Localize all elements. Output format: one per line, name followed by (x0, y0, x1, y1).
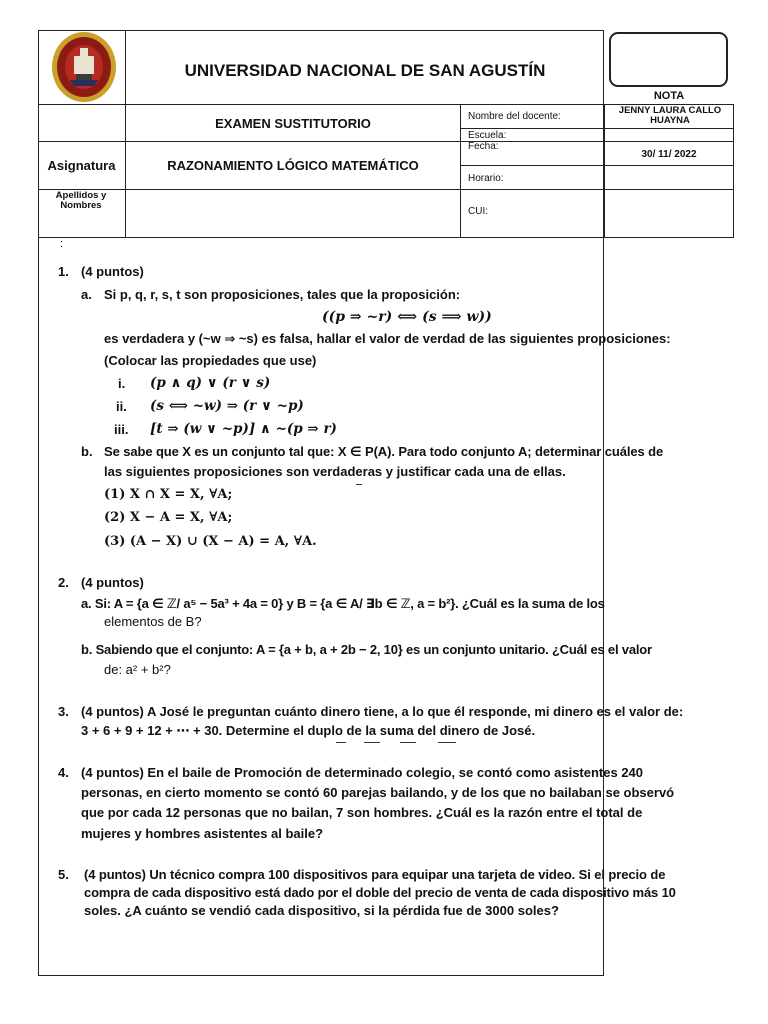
q4-line3: que por cada 12 personas que no bailan, 7 son hombres. ¿Cuál es la razón entre el total de (81, 805, 643, 820)
q1a-item-iii-formula: [t ⇒ (w ∨ ~p)] ∧ ~(p ⇒ r) (150, 421, 337, 437)
q3-number: 3. (58, 704, 69, 719)
university-title: UNIVERSIDAD NACIONAL DE SAN AGUSTÍN (184, 61, 546, 80)
grid-line (604, 189, 734, 190)
names-label: Apellidos y Nombres (55, 190, 107, 211)
q4-line2: personas, en cierto momento se contó 60 parejas bailando, y de los que no bailaban se observó (81, 785, 675, 800)
date-label: Fecha: (468, 141, 499, 152)
q1a-formula: ((p ⇒ ~r) ⟺ (s ⟹ w)) (322, 309, 492, 325)
subject-name: RAZONAMIENTO LÓGICO MATEMÁTICO (167, 157, 419, 173)
q1b-line2: las siguientes proposiciones son verdaderas y justificar cada una de ellas. (104, 464, 566, 479)
grid-line (604, 104, 605, 237)
q2a-line1: a. Si: A = {a ∈ ℤ/ a⁵ − 5a³ + 4a = 0} y B = {a ∈ A/ ∃b ∈ ℤ, a = b²}. ¿Cuál es la suma de los (81, 596, 605, 611)
school-label: Escuela: (468, 129, 507, 141)
q1b-item-3: (3) (A − X) ∪ (X − A) = A, ∀A. (104, 534, 317, 549)
date-value: 30/ 11/ 2022 (641, 148, 697, 160)
q1a-item-ii-formula: (s ⟺ ~w) ⇒ (r ∨ ~p) (150, 398, 304, 414)
q1b-line1: Se sabe que X es un conjunto tal que: X ∈ P(A). Para todo conjunto A; determinar cuáles de (104, 444, 664, 459)
q1a-label: a. (81, 287, 92, 302)
overline-mark (400, 742, 416, 743)
grid-line (604, 165, 734, 166)
teacher-name: JENNY LAURA CALLO HUAYNA (618, 105, 722, 126)
subject-label: Asignatura (47, 157, 116, 173)
grid-line (604, 141, 734, 142)
nota-score-box[interactable] (609, 32, 728, 87)
q2b-line2: de: a² + b²? (104, 662, 171, 677)
q2-points: (4 puntos) (81, 575, 144, 590)
q1a-item-iii-num: iii. (114, 422, 129, 437)
names-colon: : (60, 238, 64, 250)
teacher-label: Nombre del docente: (468, 110, 561, 122)
q2b-line1: b. Sabiendo que el conjunto: A = {a + b, a + 2b − 2, 10} es un conjunto unitario. ¿Cuál es el valor (81, 642, 652, 657)
q3-line1: (4 puntos) A José le preguntan cuánto dinero tiene, a lo que él responde, mi dinero es el valor de: (81, 704, 684, 719)
q1a-item-i-num: i. (118, 376, 126, 391)
q2a-line2: elementos de B? (104, 614, 202, 629)
q1a-line1: Si p, q, r, s, t son proposiciones, tales que la proposición: (104, 287, 461, 302)
q1-points: (4 puntos) (81, 264, 144, 279)
q1a-item-ii-num: ii. (116, 399, 127, 414)
university-seal-logo (50, 30, 118, 104)
q1a-line3: (Colocar las propiedades que use) (104, 353, 317, 368)
q3-line2: 3 + 6 + 9 + 12 + ⋯ + 30. Determine el duplo de la suma del dinero de José. (81, 723, 536, 738)
q4-line4: mujeres y hombres asistentes al baile? (81, 826, 324, 841)
overline-mark (364, 742, 380, 743)
q5-line3: soles. ¿A cuánto se vendió cada dispositivo, si la pérdida fue de 3000 soles? (84, 903, 559, 918)
grid-line (38, 104, 604, 105)
schedule-label: Horario: (468, 172, 504, 184)
grid-line (460, 165, 604, 166)
q1b-label: b. (81, 444, 93, 459)
overline-mark (336, 742, 346, 743)
grid-line (38, 189, 604, 190)
q2-number: 2. (58, 575, 69, 590)
q1a-item-i-formula: (p ∧ q) ∨ (r ∨ s) (150, 375, 271, 391)
overline-mark (356, 484, 362, 485)
q4-line1: (4 puntos) En el baile de Promoción de determinado colegio, se contó como asistentes 240 (81, 765, 644, 780)
grid-line (733, 104, 734, 237)
q4-number: 4. (58, 765, 69, 780)
nota-label: NOTA (653, 90, 685, 102)
q1b-item-2: (2) X − A = X, ∀A; (104, 510, 233, 525)
grid-line (604, 237, 734, 238)
grid-line (460, 104, 461, 237)
overline-mark (438, 742, 456, 743)
grid-line (604, 128, 734, 129)
cui-label: CUI: (468, 205, 488, 217)
q1a-line2: es verdadera y (~w ⇒ ~s) es falsa, hallar el valor de verdad de las siguientes proposiciones: (104, 331, 671, 346)
q1b-item-1: (1) X ∩ X = X, ∀A; (104, 487, 233, 502)
q5-line1: (4 puntos) Un técnico compra 100 dispositivos para equipar una tarjeta de video. Si el precio de (84, 867, 666, 882)
q5-number: 5. (58, 867, 69, 882)
q5-line2: compra de cada dispositivo está dado por el doble del precio de venta de cada dispositivo más 10 (84, 885, 676, 900)
q1-number: 1. (58, 264, 69, 279)
exam-type: EXAMEN SUSTITUTORIO (215, 115, 371, 131)
grid-line (38, 237, 604, 238)
